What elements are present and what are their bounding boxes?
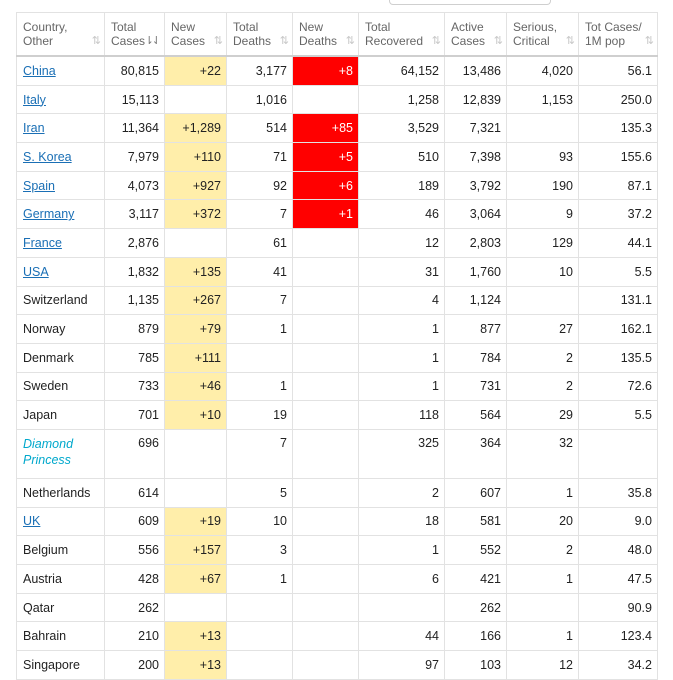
cases-per-million-cell: 131.1 <box>579 286 658 315</box>
critical-cell <box>507 593 579 622</box>
country-cell <box>17 478 105 507</box>
critical-cell: 1 <box>507 622 579 651</box>
active-cases-cell: 877 <box>445 315 507 344</box>
new-deaths-cell: +8 <box>293 56 359 85</box>
new-deaths-cell <box>293 85 359 114</box>
total-cases-cell: 2,876 <box>105 229 165 258</box>
total-deaths-cell: 92 <box>227 171 293 200</box>
active-cases-cell: 103 <box>445 651 507 680</box>
table-row <box>17 315 658 344</box>
sort-icon[interactable]: ⇅ <box>91 35 99 47</box>
col-header-cases-per-million[interactable]: Tot Cases/ 1M pop ⇅ <box>579 13 658 57</box>
active-cases-cell: 12,839 <box>445 85 507 114</box>
cases-per-million-cell: 34.2 <box>579 651 658 680</box>
cases-per-million-cell: 155.6 <box>579 143 658 172</box>
new-cases-cell: +13 <box>165 651 227 680</box>
new-cases-cell: +46 <box>165 372 227 401</box>
cases-per-million-cell: 135.3 <box>579 114 658 143</box>
new-cases-cell: +13 <box>165 622 227 651</box>
recovered-cell: 1,258 <box>359 85 445 114</box>
country-cell <box>17 171 105 200</box>
critical-cell: 2 <box>507 536 579 565</box>
country-name: Bahrain <box>23 629 67 644</box>
table-row <box>17 536 658 565</box>
table-row <box>17 114 658 143</box>
active-cases-cell: 564 <box>445 401 507 430</box>
critical-cell: 32 <box>507 429 579 478</box>
country-cell <box>17 257 105 286</box>
country-cell <box>17 622 105 651</box>
cases-per-million-cell: 72.6 <box>579 372 658 401</box>
country-link[interactable]: USA <box>23 264 49 279</box>
new-deaths-cell <box>293 478 359 507</box>
cases-per-million-cell: 48.0 <box>579 536 658 565</box>
total-deaths-cell: 10 <box>227 507 293 536</box>
country-cell <box>17 85 105 114</box>
sort-icon[interactable]: ⇅ <box>345 35 353 47</box>
country-name: Norway <box>23 322 66 337</box>
critical-cell: 27 <box>507 315 579 344</box>
col-header-new-deaths[interactable]: New Deaths ⇅ <box>293 13 359 57</box>
new-cases-cell <box>165 478 227 507</box>
recovered-cell: 3,529 <box>359 114 445 143</box>
total-deaths-cell: 1 <box>227 315 293 344</box>
country-cell <box>17 56 105 85</box>
new-cases-cell: +67 <box>165 565 227 594</box>
country-link[interactable]: Iran <box>23 121 45 136</box>
country-cell <box>17 507 105 536</box>
total-cases-cell: 614 <box>105 478 165 507</box>
cases-per-million-cell: 35.8 <box>579 478 658 507</box>
country-cell <box>17 229 105 258</box>
table-row <box>17 401 658 430</box>
cases-per-million-cell: 47.5 <box>579 565 658 594</box>
table-header-row <box>17 13 658 57</box>
total-deaths-cell <box>227 622 293 651</box>
recovered-cell: 510 <box>359 143 445 172</box>
new-deaths-cell <box>293 429 359 478</box>
active-cases-cell: 607 <box>445 478 507 507</box>
active-cases-cell: 7,398 <box>445 143 507 172</box>
cases-per-million-cell: 250.0 <box>579 85 658 114</box>
new-cases-cell: +22 <box>165 56 227 85</box>
cases-per-million-cell: 87.1 <box>579 171 658 200</box>
critical-cell: 1 <box>507 565 579 594</box>
country-link[interactable]: China <box>23 63 56 78</box>
table-row <box>17 143 658 172</box>
total-deaths-cell <box>227 343 293 372</box>
critical-cell: 129 <box>507 229 579 258</box>
active-cases-cell: 421 <box>445 565 507 594</box>
total-cases-cell: 879 <box>105 315 165 344</box>
total-deaths-cell: 19 <box>227 401 293 430</box>
critical-cell: 1 <box>507 478 579 507</box>
new-deaths-cell <box>293 651 359 680</box>
sort-icon[interactable]: ⇅ <box>644 35 652 47</box>
active-cases-cell: 7,321 <box>445 114 507 143</box>
cases-per-million-cell: 56.1 <box>579 56 658 85</box>
country-link[interactable]: Spain <box>23 178 55 193</box>
sort-icon[interactable]: ⇅ <box>431 35 439 47</box>
total-cases-cell: 210 <box>105 622 165 651</box>
cases-per-million-cell: 44.1 <box>579 229 658 258</box>
country-link[interactable]: S. Korea <box>23 149 72 164</box>
total-deaths-cell <box>227 651 293 680</box>
new-deaths-cell <box>293 401 359 430</box>
new-cases-cell <box>165 85 227 114</box>
new-deaths-cell <box>293 622 359 651</box>
active-cases-cell: 262 <box>445 593 507 622</box>
country-name: Qatar <box>23 600 55 615</box>
total-cases-cell: 696 <box>105 429 165 478</box>
new-deaths-cell <box>293 229 359 258</box>
active-cases-cell: 1,760 <box>445 257 507 286</box>
table-row <box>17 565 658 594</box>
coronavirus-cases-table <box>16 12 658 680</box>
cases-per-million-cell: 135.5 <box>579 343 658 372</box>
country-cell <box>17 536 105 565</box>
total-cases-cell: 200 <box>105 651 165 680</box>
table-body <box>17 56 658 679</box>
cases-per-million-cell: 90.9 <box>579 593 658 622</box>
new-cases-cell <box>165 429 227 478</box>
new-deaths-cell <box>293 565 359 594</box>
country-name: Sweden <box>23 379 69 394</box>
country-cell <box>17 315 105 344</box>
country-cell <box>17 143 105 172</box>
table-row <box>17 507 658 536</box>
new-deaths-cell <box>293 507 359 536</box>
country-cell <box>17 343 105 372</box>
new-deaths-cell: +85 <box>293 114 359 143</box>
sort-icon[interactable]: ⇅ <box>493 35 501 47</box>
recovered-cell: 1 <box>359 536 445 565</box>
total-deaths-cell: 7 <box>227 286 293 315</box>
critical-cell: 4,020 <box>507 56 579 85</box>
country-cell <box>17 286 105 315</box>
country-name: Singapore <box>23 657 80 672</box>
new-cases-cell: +10 <box>165 401 227 430</box>
recovered-cell: 31 <box>359 257 445 286</box>
country-cell <box>17 565 105 594</box>
table-row <box>17 257 658 286</box>
new-deaths-cell: +6 <box>293 171 359 200</box>
col-header-new-cases[interactable]: New Cases ⇅ <box>165 13 227 57</box>
active-cases-cell: 731 <box>445 372 507 401</box>
total-cases-cell: 262 <box>105 593 165 622</box>
recovered-cell: 325 <box>359 429 445 478</box>
table-row <box>17 593 658 622</box>
sort-desc-icon[interactable]: ⇂⇃ <box>144 35 159 47</box>
col-header-total-deaths[interactable]: Total Deaths ⇅ <box>227 13 293 57</box>
total-deaths-cell: 3,177 <box>227 56 293 85</box>
country-cell <box>17 651 105 680</box>
critical-cell: 2 <box>507 343 579 372</box>
total-deaths-cell: 3 <box>227 536 293 565</box>
total-deaths-cell: 7 <box>227 200 293 229</box>
new-deaths-cell <box>293 286 359 315</box>
recovered-cell: 6 <box>359 565 445 594</box>
active-cases-cell: 581 <box>445 507 507 536</box>
col-header-active-cases[interactable]: Active Cases ⇅ <box>445 13 507 57</box>
country-cell <box>17 429 105 478</box>
total-deaths-cell: 1 <box>227 372 293 401</box>
new-deaths-cell <box>293 343 359 372</box>
total-cases-cell: 80,815 <box>105 56 165 85</box>
total-cases-cell: 785 <box>105 343 165 372</box>
critical-cell <box>507 286 579 315</box>
country-name: Switzerland <box>23 293 88 308</box>
country-link[interactable]: France <box>23 235 62 250</box>
recovered-cell: 4 <box>359 286 445 315</box>
sort-icon[interactable]: ⇅ <box>279 35 287 47</box>
recovered-cell: 2 <box>359 478 445 507</box>
total-cases-cell: 4,073 <box>105 171 165 200</box>
recovered-cell: 12 <box>359 229 445 258</box>
new-deaths-cell <box>293 536 359 565</box>
country-cell <box>17 200 105 229</box>
active-cases-cell: 364 <box>445 429 507 478</box>
cases-per-million-cell: 5.5 <box>579 401 658 430</box>
new-cases-cell: +157 <box>165 536 227 565</box>
new-deaths-cell: +1 <box>293 200 359 229</box>
active-cases-cell: 552 <box>445 536 507 565</box>
total-cases-cell: 733 <box>105 372 165 401</box>
recovered-cell: 189 <box>359 171 445 200</box>
country-cell <box>17 401 105 430</box>
active-cases-cell: 2,803 <box>445 229 507 258</box>
new-cases-cell: +111 <box>165 343 227 372</box>
active-cases-cell: 166 <box>445 622 507 651</box>
total-deaths-cell: 41 <box>227 257 293 286</box>
recovered-cell: 44 <box>359 622 445 651</box>
cases-per-million-cell: 5.5 <box>579 257 658 286</box>
country-link[interactable]: Italy <box>23 92 46 107</box>
total-cases-cell: 609 <box>105 507 165 536</box>
table-row <box>17 286 658 315</box>
total-deaths-cell <box>227 593 293 622</box>
total-cases-cell: 15,113 <box>105 85 165 114</box>
recovered-cell: 64,152 <box>359 56 445 85</box>
table-row <box>17 429 658 478</box>
active-cases-cell: 1,124 <box>445 286 507 315</box>
new-cases-cell: +135 <box>165 257 227 286</box>
sort-icon[interactable]: ⇅ <box>565 35 573 47</box>
new-cases-cell <box>165 593 227 622</box>
total-deaths-cell: 61 <box>227 229 293 258</box>
critical-cell <box>507 114 579 143</box>
new-cases-cell: +927 <box>165 171 227 200</box>
recovered-cell: 1 <box>359 372 445 401</box>
table-row <box>17 56 658 85</box>
critical-cell: 20 <box>507 507 579 536</box>
active-cases-cell: 3,064 <box>445 200 507 229</box>
table-row <box>17 171 658 200</box>
total-cases-cell: 11,364 <box>105 114 165 143</box>
critical-cell: 1,153 <box>507 85 579 114</box>
active-cases-cell: 784 <box>445 343 507 372</box>
critical-cell: 12 <box>507 651 579 680</box>
sort-icon[interactable]: ⇅ <box>213 35 221 47</box>
table-row <box>17 200 658 229</box>
total-deaths-cell: 71 <box>227 143 293 172</box>
critical-cell: 93 <box>507 143 579 172</box>
country-name: Austria <box>23 571 62 586</box>
country-name: Denmark <box>23 350 74 365</box>
cases-per-million-cell <box>579 429 658 478</box>
country-link[interactable]: UK <box>23 514 41 529</box>
total-cases-cell: 7,979 <box>105 143 165 172</box>
new-deaths-cell <box>293 257 359 286</box>
country-cell <box>17 372 105 401</box>
total-deaths-cell: 514 <box>227 114 293 143</box>
total-cases-cell: 556 <box>105 536 165 565</box>
total-cases-cell: 428 <box>105 565 165 594</box>
table-row <box>17 343 658 372</box>
col-header-total-cases[interactable]: Total Cases ⇂⇃ <box>105 13 165 57</box>
col-header-country[interactable]: Country, Other ⇅ <box>17 13 105 57</box>
new-cases-cell: +267 <box>165 286 227 315</box>
country-name: Japan <box>23 408 58 423</box>
country-name: Diamond Princess <box>23 436 74 467</box>
total-deaths-cell: 1 <box>227 565 293 594</box>
total-cases-cell: 1,135 <box>105 286 165 315</box>
total-cases-cell: 3,117 <box>105 200 165 229</box>
recovered-cell: 1 <box>359 343 445 372</box>
cases-per-million-cell: 9.0 <box>579 507 658 536</box>
active-cases-cell: 13,486 <box>445 56 507 85</box>
critical-cell: 190 <box>507 171 579 200</box>
country-name: Netherlands <box>23 485 91 500</box>
table-row <box>17 229 658 258</box>
active-cases-cell: 3,792 <box>445 171 507 200</box>
recovered-cell: 97 <box>359 651 445 680</box>
recovered-cell: 18 <box>359 507 445 536</box>
new-cases-cell: +372 <box>165 200 227 229</box>
cases-per-million-cell: 123.4 <box>579 622 658 651</box>
country-name: Belgium <box>23 543 69 558</box>
search-input[interactable] <box>389 0 551 5</box>
new-deaths-cell <box>293 372 359 401</box>
recovered-cell <box>359 593 445 622</box>
total-deaths-cell: 5 <box>227 478 293 507</box>
critical-cell: 29 <box>507 401 579 430</box>
new-cases-cell: +110 <box>165 143 227 172</box>
total-cases-cell: 1,832 <box>105 257 165 286</box>
critical-cell: 9 <box>507 200 579 229</box>
total-cases-cell: 701 <box>105 401 165 430</box>
new-cases-cell <box>165 229 227 258</box>
critical-cell: 10 <box>507 257 579 286</box>
country-link[interactable]: Germany <box>23 207 75 222</box>
recovered-cell: 118 <box>359 401 445 430</box>
country-cell <box>17 114 105 143</box>
col-header-total-recovered[interactable]: Total Recovered ⇅ <box>359 13 445 57</box>
new-cases-cell: +79 <box>165 315 227 344</box>
table-row <box>17 622 658 651</box>
total-deaths-cell: 7 <box>227 429 293 478</box>
table-row <box>17 651 658 680</box>
table-row <box>17 372 658 401</box>
cases-per-million-cell: 37.2 <box>579 200 658 229</box>
new-cases-cell: +19 <box>165 507 227 536</box>
table-row <box>17 478 658 507</box>
recovered-cell: 46 <box>359 200 445 229</box>
col-header-serious-critical[interactable]: Serious, Critical ⇅ <box>507 13 579 57</box>
country-cell <box>17 593 105 622</box>
table-row <box>17 85 658 114</box>
new-cases-cell: +1,289 <box>165 114 227 143</box>
new-deaths-cell <box>293 315 359 344</box>
new-deaths-cell <box>293 593 359 622</box>
total-deaths-cell: 1,016 <box>227 85 293 114</box>
critical-cell: 2 <box>507 372 579 401</box>
recovered-cell: 1 <box>359 315 445 344</box>
new-deaths-cell: +5 <box>293 143 359 172</box>
cases-per-million-cell: 162.1 <box>579 315 658 344</box>
